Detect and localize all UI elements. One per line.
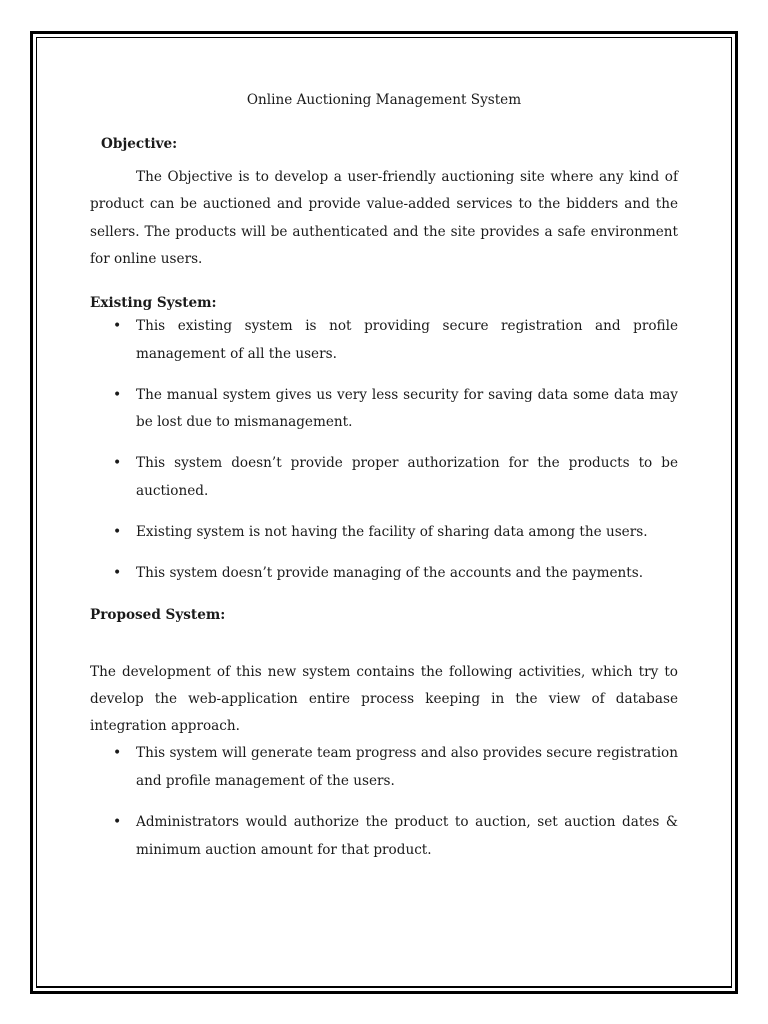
list-item — [90, 313, 678, 368]
bullet-icon: • — [113, 455, 122, 472]
existing-system-list — [90, 313, 678, 587]
proposed-system-heading: Proposed System: — [90, 606, 226, 623]
proposed-system-list — [90, 740, 678, 864]
proposed-system-intro: The development of this new system contains the following activities, which try to develop the web-application entire process keeping in the view of database integration approach. — [90, 663, 678, 735]
list-item — [90, 560, 678, 588]
list-item — [90, 740, 678, 795]
bullet-icon: • — [113, 386, 122, 403]
objective-heading: Objective: — [101, 136, 178, 152]
existing-system-heading: Existing System: — [90, 295, 217, 312]
list-item-text: Administrators would authorize the product to auction, set auction dates & minimum auction amount for that product. — [136, 814, 678, 858]
list-item — [90, 519, 678, 547]
bullet-icon: • — [113, 565, 122, 582]
objective-paragraph: The Objective is to develop a user-friendly auctioning site where any kind of product can be auctioned and provide value-added services to the bidders and the sellers. The products will be authenticated and the site provides a safe environment for online users. — [90, 169, 678, 267]
document-body — [90, 90, 678, 864]
bullet-icon: • — [113, 814, 122, 831]
bullet-icon: • — [113, 523, 122, 540]
list-item — [90, 382, 678, 437]
list-item — [90, 450, 678, 505]
list-item — [90, 809, 678, 864]
document-title: Online Auctioning Management System — [246, 92, 522, 108]
list-item-text: The manual system gives us very less security for saving data some data may be lost due to mismanagement. — [136, 386, 678, 431]
list-item-text: This system will generate team progress and also provides secure registration and profile management of the users. — [136, 745, 678, 789]
bullet-icon: • — [113, 745, 122, 762]
list-item-text: Existing system is not having the facility of sharing data among the users. — [136, 523, 648, 540]
list-item-text: This system doesn’t provide managing of the accounts and the payments. — [136, 565, 644, 582]
bullet-icon: • — [113, 318, 122, 335]
list-item-text: This existing system is not providing secure registration and profile management of all the users. — [136, 318, 678, 362]
list-item-text: This system doesn’t provide proper authorization for the products to be auctioned. — [136, 455, 678, 499]
